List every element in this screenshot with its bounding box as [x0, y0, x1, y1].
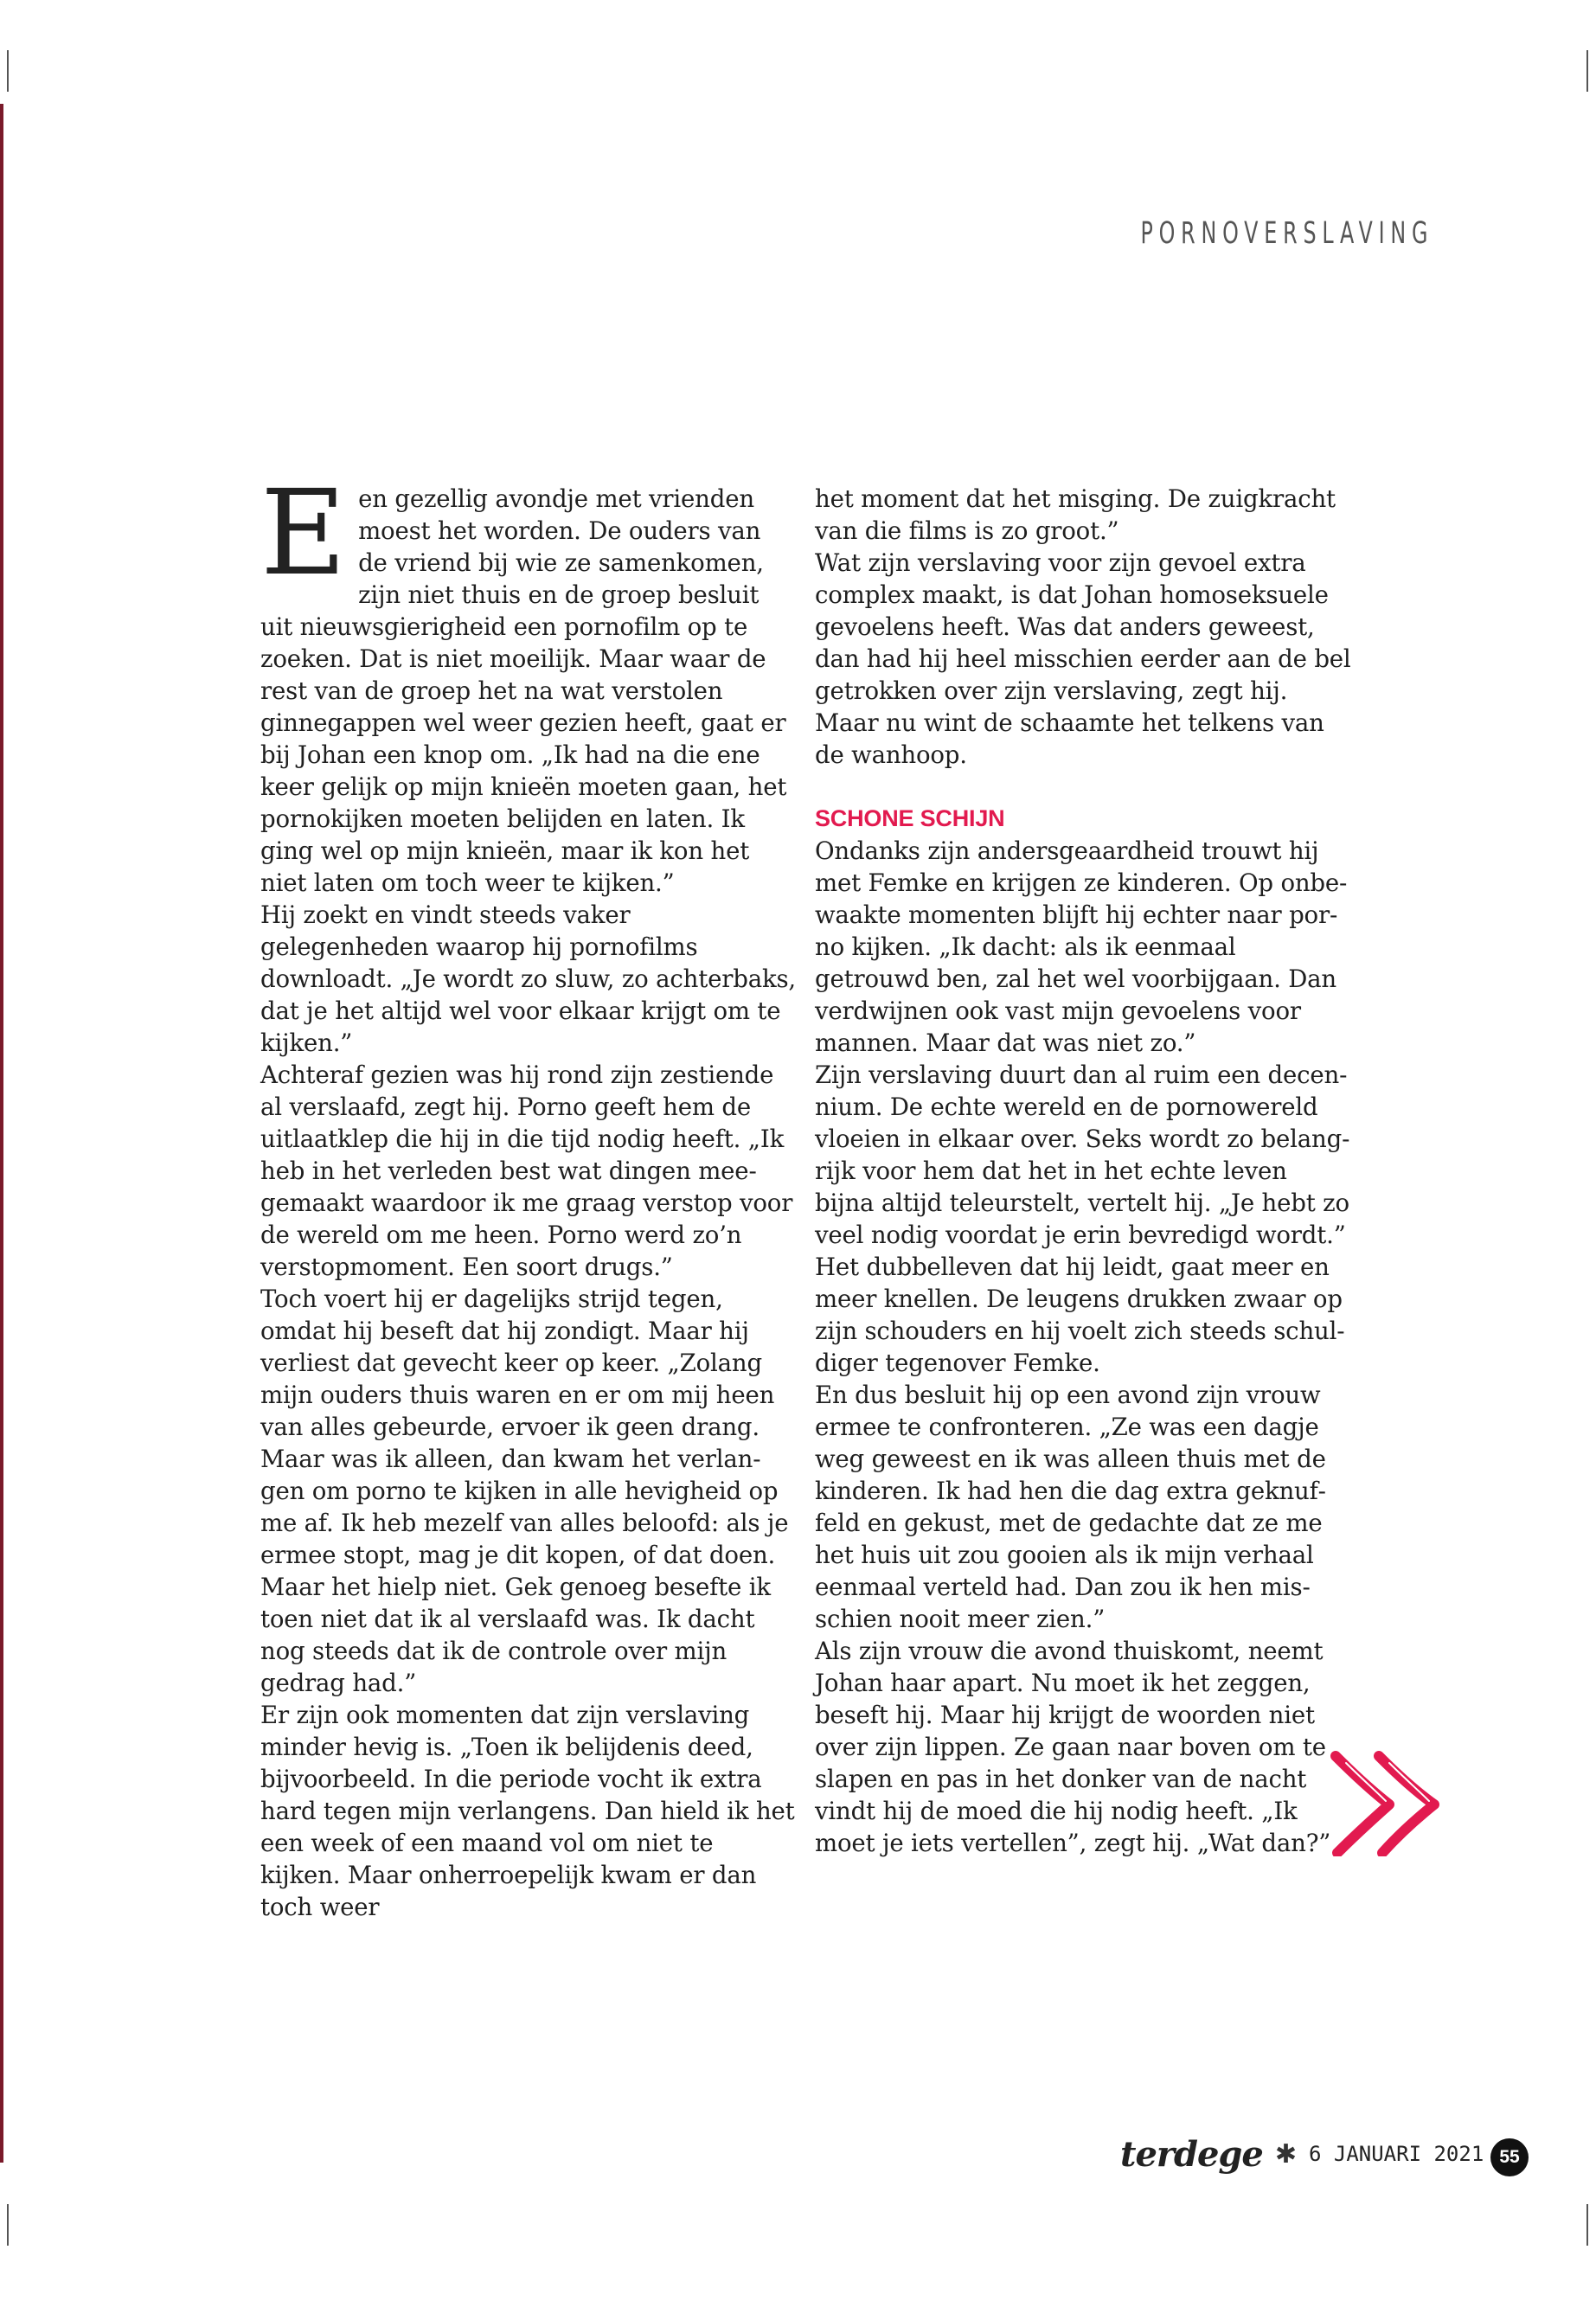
drop-cap: E	[260, 465, 347, 602]
article-column-left	[260, 465, 797, 1923]
paragraph: Hij zoekt en vindt steeds vaker gelegenheden waarop hij pornofilms downloadt. „Je wordt zo sluw, zo achterbaks, dat je het altijd wel voor elkaar krijgt om te kijken.”	[260, 901, 796, 1057]
paragraph: Een gezellig avondje met vrienden moest het worden. De ouders van de vriend bij wie ze samenkomen, zijn niet thuis en de groep besluit uit nieuwsgierigheid een pornofilm op te zoeken. Dat is niet moeilijk. Maar waar de rest van de groep het na wat verstolen ginnegappen wel weer gezien heeft, gaat er bij Johan een knop om. „Ik had na die ene keer gelijk op mijn knieën moeten gaan, het pornokijken moeten belijden en laten. Ik ging wel op mijn knieën, maar ik kon het niet laten om toch weer te kijken.”	[260, 465, 787, 897]
brand-logo: terdege	[1120, 2133, 1263, 2175]
section-label: PORNOVERSLAVING	[1140, 216, 1433, 251]
paragraph: Er zijn ook momenten dat zijn verslaving minder hevig is. „Toen ik belijdenis deed, bijvoorbeeld. In die periode vocht ik extra hard tegen mijn verlangens. Dan hield ik het een week of een maand vol om niet te kijken. Maar onherroepelijk kwam er dan toch weer	[260, 1701, 795, 1921]
crop-mark-bottom-left	[7, 2204, 9, 2246]
paragraph: Als zijn vrouw die avond thuiskomt, neemt Johan haar apart. Nu moet ik het zeggen, beseft hij. Maar hij krijgt de woorden niet over zijn lippen. Ze gaan naar boven om te slapen en pas in het donker van de nacht vindt hij de moed die hij nodig heeft. „Ik moet je iets vertellen”, zegt hij. „Wat dan?”	[815, 1637, 1331, 1857]
subheading: SCHONE SCHIJN	[815, 805, 1005, 831]
paragraph: het moment dat het misging. De zuigkracht van die films is zo groot.”	[815, 484, 1336, 545]
crop-mark-top-right	[1586, 50, 1588, 92]
crop-mark-top-left	[7, 50, 9, 92]
crop-mark-bottom-right	[1586, 2204, 1588, 2246]
issue-date: 6 JANUARI 2021	[1308, 2142, 1484, 2166]
paragraph: En dus besluit hij op een avond zijn vrouw ermee te confronteren. „Ze was een dagje weg geweest en ik was alleen thuis met de kinderen. Ik had hen die dag extra geknuffeld en gekust, met de gedachte dat ze me het huis uit zou gooien als ik mijn verhaal eenmaal verteld had. Dan zou ik hen misschien nooit meer zien.”	[815, 1381, 1326, 1633]
page-edge-bar	[0, 104, 3, 2163]
paragraph: Zijn verslaving duurt dan al ruim een decennium. De echte wereld en de pornowereld vloeien in elkaar over. Seks wordt zo belangrijk voor hem dat het in het echte leven bijna altijd teleurstelt, vertelt hij. „Je hebt zo veel nodig voordat je erin bevredigd wordt.”	[815, 1061, 1350, 1249]
asterisk-icon: ✱	[1274, 2138, 1297, 2170]
page-number: 55	[1490, 2138, 1529, 2176]
paragraph: Achteraf gezien was hij rond zijn zestiende al verslaafd, zegt hij. Porno geeft hem de uitlaatklep die hij in die tijd nodig heeft. „Ik heb in het verleden best wat dingen meegemaakt waardoor ik me graag verstop voor de wereld om me heen. Porno werd zo’n verstopmoment. Een soort drugs.”	[260, 1061, 793, 1281]
double-chevron-right-icon	[1329, 1751, 1450, 1856]
footer	[1120, 2128, 1484, 2180]
article-column-right	[815, 483, 1351, 1859]
paragraph: Ondanks zijn andersgeaardheid trouwt hij met Femke en krijgen ze kinderen. Op onbewaakte momenten blijft hij echter naar porno kijken. „Ik dacht: als ik eenmaal getrouwd ben, zal het wel voorbijgaan. Dan verdwijnen ook vast mijn gevoelens voor mannen. Maar dat was niet zo.”	[815, 836, 1348, 1057]
paragraph: Het dubbelleven dat hij leidt, gaat meer en meer knellen. De leugens drukken zwaar op zijn schouders en hij voelt zich steeds schuldiger tegenover Femke.	[815, 1253, 1345, 1377]
paragraph: Toch voert hij er dagelijks strijd tegen, omdat hij beseft dat hij zondigt. Maar hij verliest dat gevecht keer op keer. „Zolang mijn ouders thuis waren en er om mij heen van alles gebeurde, ervoer ik geen drang. Maar was ik alleen, dan kwam het verlangen om porno te kijken in alle hevigheid op me af. Ik heb mezelf van alles beloofd: als je ermee stopt, mag je dit kopen, of dat doen. Maar het hielp niet. Gek genoeg besefte ik toen niet dat ik al verslaafd was. Ik dacht nog steeds dat ik de controle over mijn gedrag had.”	[260, 1285, 789, 1697]
paragraph: Wat zijn verslaving voor zijn gevoel extra complex maakt, is dat Johan homoseksuele gevoelens heeft. Was dat anders geweest, dan had hij heel misschien eerder aan de bel getrokken over zijn verslaving, zegt hij. Maar nu wint de schaamte het telkens van de wanhoop.	[815, 548, 1351, 769]
